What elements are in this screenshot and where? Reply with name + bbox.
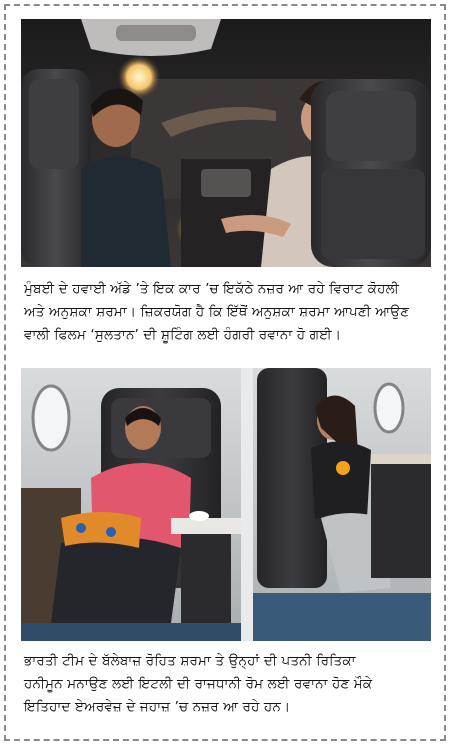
aircraft-cabin-photo — [21, 368, 431, 641]
cabin-photo-illustration — [21, 368, 431, 641]
caption-line: ਵਾਲੀ ਫਿਲਮ ‘ਸੁਲਤਾਨ’ ਦੀ ਸ਼ੂਟਿੰਗ ਲਈ ਹੰਗਰੀ ਰਵਾਨਾ ਹੋ ਗਈ। — [24, 327, 342, 343]
caption-line: ਇਤਿਹਾਦ ਏਅਰਵੇਜ਼ ਦੇ ਜਹਾਜ਼ ’ਚ ਨਜ਼ਰ ਆ ਰਹੇ ਹਨ। — [24, 699, 291, 715]
caption-line: ਹਨੀਮੂਨ ਮਨਾਉਣ ਲਈ ਇਟਲੀ ਦੀ ਰਾਜਧਾਨੀ ਰੋਮ ਲਈ ਰਵਾਨਾ ਹੋਣ ਮੌਕੇ — [24, 676, 373, 692]
car-interior-photo — [21, 19, 431, 267]
caption-kohli-anushka — [24, 278, 429, 347]
caption-line: ਭਾਰਤੀ ਟੀਮ ਦੇ ਬੱਲੇਬਾਜ਼ ਰੋਹਿਤ ਸ਼ਰਮਾ ਤੇ ਉਨ੍ਹਾਂ ਦੀ ਪਤਨੀ ਰਿਤਿਕਾ — [24, 653, 356, 669]
caption-line: ਅਤੇ ਅਨੁਸ਼ਕਾ ਸ਼ਰਮਾ। ਜ਼ਿਕਰਯੋਗ ਹੈ ਕਿ ਇੱਥੋਂ ਅਨੁਸ਼ਕਾ ਸ਼ਰਮਾ ਆਪਣੀ ਆਉਣ — [24, 304, 410, 320]
caption-line: ਮੁੰਬਈ ਦੇ ਹਵਾਈ ਅੱਡੇ ’ਤੇ ਇਕ ਕਾਰ ’ਚ ਇਕੱਠੇ ਨਜ਼ਰ ਆ ਰਹੇ ਵਿਰਾਟ ਕੋਹਲੀ — [24, 281, 399, 297]
car-photo-illustration — [21, 19, 431, 267]
caption-rohit-ritika — [24, 650, 429, 719]
